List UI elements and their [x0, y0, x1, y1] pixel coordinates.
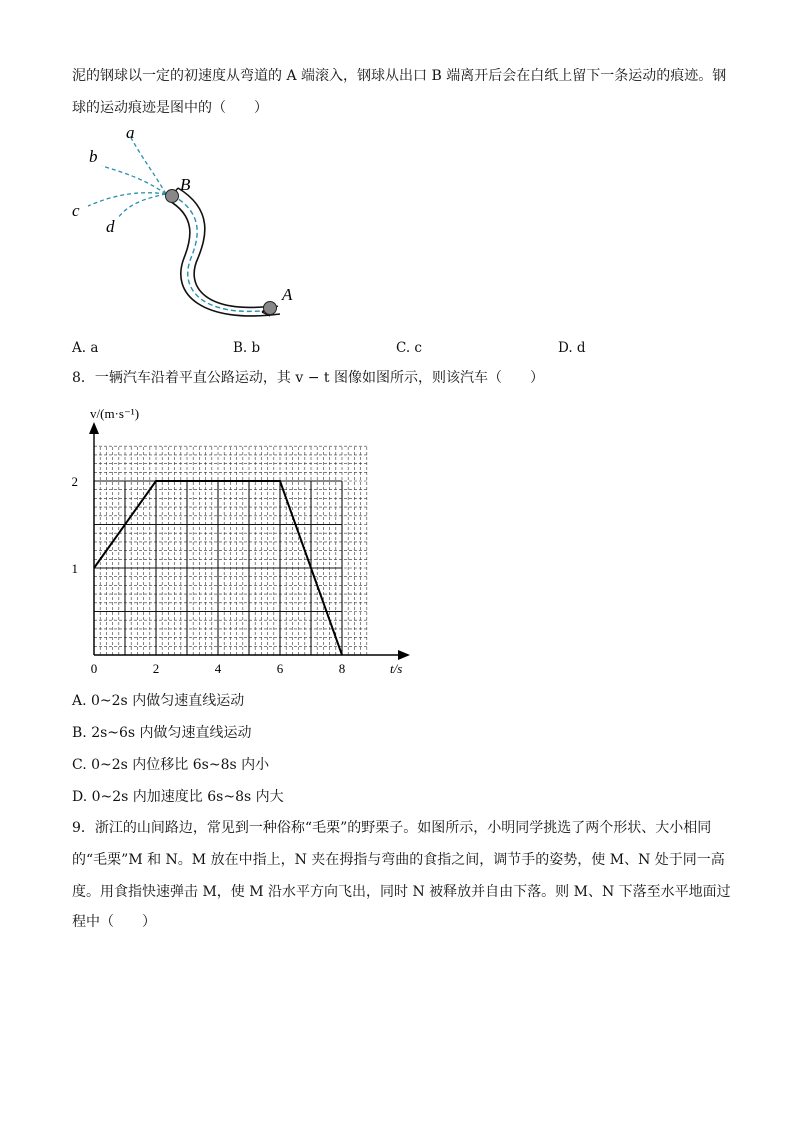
q7-curved-track-figure: [66, 118, 316, 328]
track-inner-edge: [168, 200, 280, 316]
q7-option-a[interactable]: A. a: [72, 340, 99, 356]
x-tick-label: 0: [90, 661, 98, 676]
label-point-b: B: [180, 175, 191, 194]
x-tick-label: 8: [338, 661, 346, 676]
label-point-a: A: [282, 285, 293, 304]
x-tick-label: 6: [276, 661, 284, 676]
q7-text-line1: 泥的钢球以一定的初速度从弯道的 A 端滚入，钢球从出口 B 端离开后会在白纸上留下一条运动的痕迹。钢: [72, 68, 727, 84]
y-tick-label: 1: [71, 561, 78, 576]
y-axis-arrow: [89, 422, 99, 434]
q8-option-c[interactable]: C. 0~2s 内位移比 6s~8s 内小: [72, 757, 270, 773]
trajectory-b: [102, 166, 166, 194]
label-c: c: [72, 201, 80, 220]
trajectory-d: [118, 194, 166, 218]
q8-vt-chart: [60, 398, 420, 683]
y-tick-label: 2: [71, 474, 78, 489]
trajectory-c: [88, 193, 166, 206]
q7-option-b[interactable]: B. b: [233, 340, 261, 356]
trajectory-a: [130, 136, 166, 194]
label-d: d: [106, 217, 115, 236]
q9-text-line2: 的“毛栗”M 和 N。M 放在中指上，N 夹在拇指与弯曲的食指之间，调节手的姿势，使 M、N 处于同一高: [72, 852, 725, 868]
q7-option-c[interactable]: C. c: [396, 340, 422, 356]
x-axis-label: t/s: [390, 661, 403, 676]
q7-option-d[interactable]: D. d: [558, 340, 586, 356]
q8-option-a[interactable]: A. 0~2s 内做匀速直线运动: [72, 693, 245, 709]
q9-text-line4: 程中（ ）: [72, 914, 156, 930]
label-b: b: [89, 147, 98, 166]
label-a: a: [126, 123, 135, 142]
x-axis-arrow: [398, 650, 410, 660]
y-axis-label: v/(m·s⁻¹): [90, 406, 140, 421]
ball-at-b: [166, 190, 179, 203]
x-tick-label: 4: [214, 661, 222, 676]
x-tick-label: 2: [152, 661, 160, 676]
q8-option-d[interactable]: D. 0~2s 内加速度比 6s~8s 内大: [72, 789, 284, 805]
ball-at-a: [264, 302, 277, 315]
q7-text-line2: 球的运动痕迹是图中的（ ）: [72, 100, 268, 116]
q9-text-line1: 9．浙江的山间路边，常见到一种俗称“毛栗”的野栗子。如图所示，小明同学挑选了两个形状、大小相同: [72, 820, 712, 836]
q8-stem: 8．一辆汽车沿着平直公路运动，其 v − t 图像如图所示，则该汽车（ ）: [72, 370, 544, 386]
q9-text-line3: 度。用食指快速弹击 M，使 M 沿水平方向飞出，同时 N 被释放并自由下落。则 M、N 下落至水平地面过: [72, 884, 731, 900]
q8-option-b[interactable]: B. 2s~6s 内做匀速直线运动: [72, 725, 252, 741]
